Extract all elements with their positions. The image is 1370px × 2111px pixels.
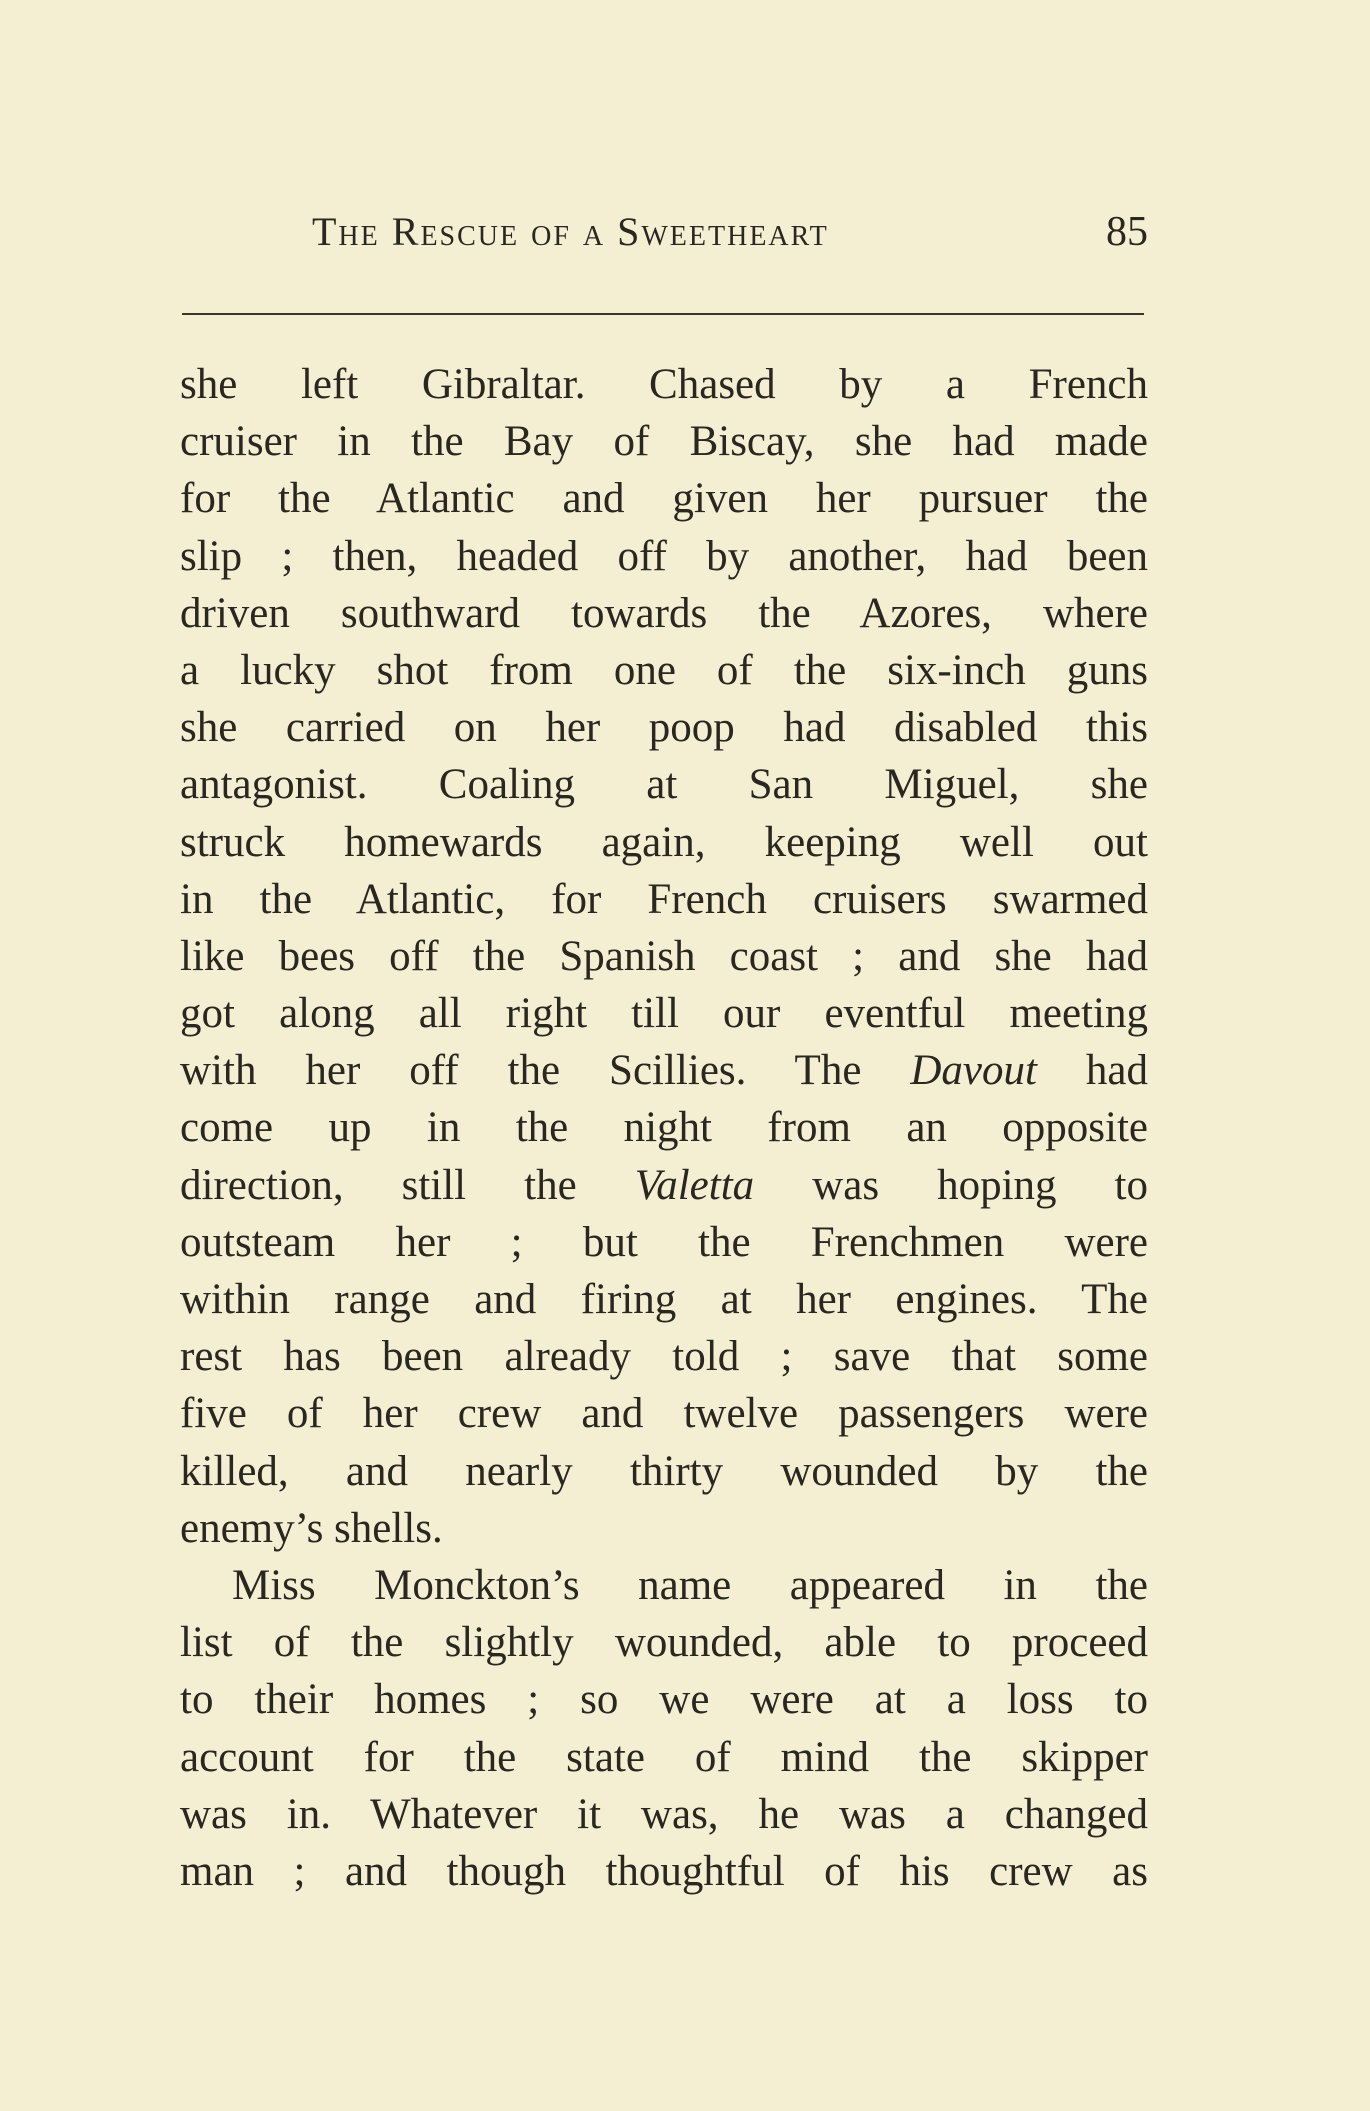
page-number: 85 bbox=[1106, 209, 1148, 255]
text-line: outsteam her ; but the Frenchmen were bbox=[180, 1218, 1148, 1266]
text-line: she carried on her poop had disabled this bbox=[180, 704, 1148, 752]
text-segment: was hoping to bbox=[812, 1161, 1149, 1209]
ship-name-davout: Davout bbox=[910, 1047, 1037, 1095]
text-segment: had bbox=[1085, 1047, 1149, 1095]
text-line: she left Gibraltar. Chased by a French bbox=[180, 361, 1148, 408]
text-line: like bees off the Spanish coast ; and she had bbox=[180, 932, 1148, 980]
text-line: driven southward towards the Azores, where bbox=[180, 589, 1148, 637]
text-line: rest has been already told ; save that some bbox=[180, 1333, 1148, 1381]
text-line: for the Atlantic and given her pursuer the bbox=[180, 475, 1148, 523]
text-line: killed, and nearly thirty wounded by the bbox=[180, 1447, 1148, 1495]
text-line: antagonist. Coaling at San Miguel, she bbox=[180, 761, 1148, 809]
header-rule bbox=[182, 313, 1144, 315]
text-line: in the Atlantic, for French cruisers swarmed bbox=[180, 875, 1148, 923]
text-line: within range and firing at her engines. The bbox=[180, 1276, 1148, 1323]
ship-name-valetta: Valetta bbox=[634, 1161, 755, 1209]
text-line: list of the slightly wounded, able to proceed bbox=[180, 1619, 1148, 1667]
text-segment: direction, still the bbox=[180, 1161, 577, 1209]
text-line: to their homes ; so we were at a loss to bbox=[180, 1676, 1148, 1724]
text-line bbox=[180, 1157, 1148, 1214]
running-head bbox=[180, 208, 1148, 268]
text-line: cruiser in the Bay of Biscay, she had made bbox=[180, 418, 1148, 466]
text-line: five of her crew and twelve passengers were bbox=[180, 1390, 1148, 1438]
text-line: man ; and though thoughtful of his crew as bbox=[180, 1847, 1148, 1895]
text-segment: with her off the Scillies. The bbox=[180, 1047, 862, 1095]
text-line: struck homewards again, keeping well out bbox=[180, 818, 1148, 866]
text-line: was in. Whatever it was, he was a changed bbox=[180, 1790, 1148, 1838]
text-line: got along all right till our eventful meeting bbox=[180, 990, 1148, 1038]
running-title: The Rescue of a Sweetheart bbox=[312, 209, 829, 254]
text-line: enemy’s shells. bbox=[180, 1504, 443, 1552]
text-line bbox=[180, 1042, 1148, 1099]
text-line: come up in the night from an opposite bbox=[180, 1104, 1148, 1152]
text-line: account for the state of mind the skipper bbox=[180, 1733, 1148, 1781]
text-line: a lucky shot from one of the six-inch guns bbox=[180, 646, 1148, 694]
body-text bbox=[180, 356, 1148, 1900]
text-line: slip ; then, headed off by another, had been bbox=[180, 532, 1148, 580]
text-line: Miss Monckton’s name appeared in the bbox=[232, 1561, 1148, 1609]
